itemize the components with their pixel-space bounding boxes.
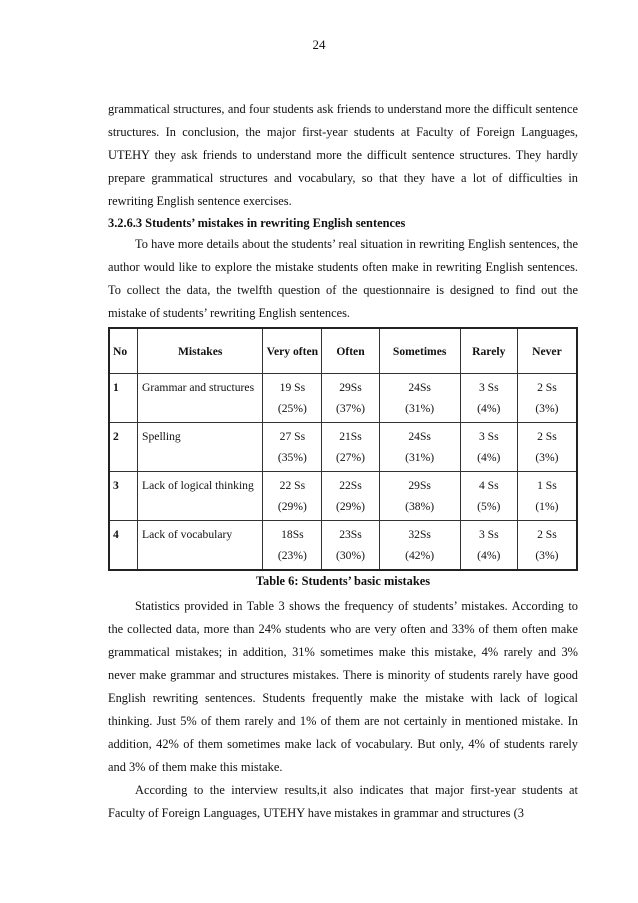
cell-often: 22Ss (29%) [322, 472, 379, 521]
cell-never: 2 Ss (3%) [517, 374, 577, 423]
page-number: 24 [312, 37, 326, 52]
row-number: 3 [109, 472, 138, 521]
row-mistake: Grammar and structures [138, 374, 263, 423]
paragraph-intro: grammatical structures, and four students ask friends to understand more the difficult sentence structures. In conclusion, the major first-year students at Faculty of Foreign Languages, UTEHY they ask friends to understand more the difficult sentence structures. They hardly prepare grammatical structures and vocabulary, so that they have a lot of difficulties in rewriting English sentence exercises. [108, 102, 578, 208]
cell-very-often: 18Ss (23%) [263, 521, 322, 571]
row-number: 1 [109, 374, 138, 423]
table-row [109, 521, 577, 571]
cell-often: 21Ss (27%) [322, 423, 379, 472]
section-heading: 3.2.6.3 Students’ mistakes in rewriting English sentences [108, 216, 406, 230]
cell-never: 2 Ss (3%) [517, 423, 577, 472]
table-header-row [109, 328, 577, 374]
cell-often: 23Ss (30%) [322, 521, 379, 571]
table-row [109, 472, 577, 521]
header-no: No [109, 328, 138, 374]
header-never: Never [517, 328, 577, 374]
row-mistake: Spelling [138, 423, 263, 472]
header-very-often: Very often [263, 328, 322, 374]
row-mistake: Lack of logical thinking [138, 472, 263, 521]
cell-sometimes: 32Ss (42%) [379, 521, 460, 571]
paragraph-interview: According to the interview results,it also indicates that major first-year students at Faculty of Foreign Languages, UTEHY have mistakes in grammar and structures (3 [108, 783, 578, 820]
paragraph-statistics: Statistics provided in Table 3 shows the frequency of students’ mistakes. According to the collected data, more than 24% students who are very often and 33% of them often make grammatical mistakes; in addition, 31% sometimes make this mistake, 4% rarely and 3% never make grammar and structures mistakes. There is minority of students rarely have good English rewriting sentences. Students frequently make the mistake with lack of logical thinking. Just 5% of them rarely and 1% of them are not certainly in mentioned mistake. In addition, 42% of them sometimes make lack of vocabulary. But only, 4% of students rarely and 3% of them make this mistake. [108, 599, 578, 774]
table-caption: Table 6: Students’ basic mistakes [255, 574, 431, 588]
cell-rarely: 3 Ss (4%) [460, 374, 517, 423]
cell-sometimes: 24Ss (31%) [379, 374, 460, 423]
row-number: 2 [109, 423, 138, 472]
cell-very-often: 27 Ss (35%) [263, 423, 322, 472]
cell-very-often: 19 Ss (25%) [263, 374, 322, 423]
row-mistake: Lack of vocabulary [138, 521, 263, 571]
cell-never: 1 Ss (1%) [517, 472, 577, 521]
cell-rarely: 4 Ss (5%) [460, 472, 517, 521]
header-sometimes: Sometimes [379, 328, 460, 374]
cell-sometimes: 29Ss (38%) [379, 472, 460, 521]
table-row [109, 423, 577, 472]
cell-often: 29Ss (37%) [322, 374, 379, 423]
header-rarely: Rarely [460, 328, 517, 374]
cell-never: 2 Ss (3%) [517, 521, 577, 571]
header-mistakes: Mistakes [138, 328, 263, 374]
page-content [108, 98, 578, 825]
cell-very-often: 22 Ss (29%) [263, 472, 322, 521]
header-often: Often [322, 328, 379, 374]
paragraph-details: To have more details about the students’ real situation in rewriting English sentences, the author would like to explore the mistake students often make in rewriting English sentences. To collect the data, the twelfth question of the questionnaire is designed to find out the mistake of students’ rewriting English sentences. [108, 237, 578, 320]
cell-rarely: 3 Ss (4%) [460, 521, 517, 571]
row-number: 4 [109, 521, 138, 571]
mistakes-table [108, 327, 578, 571]
table-row [109, 374, 577, 423]
cell-rarely: 3 Ss (4%) [460, 423, 517, 472]
cell-sometimes: 24Ss (31%) [379, 423, 460, 472]
